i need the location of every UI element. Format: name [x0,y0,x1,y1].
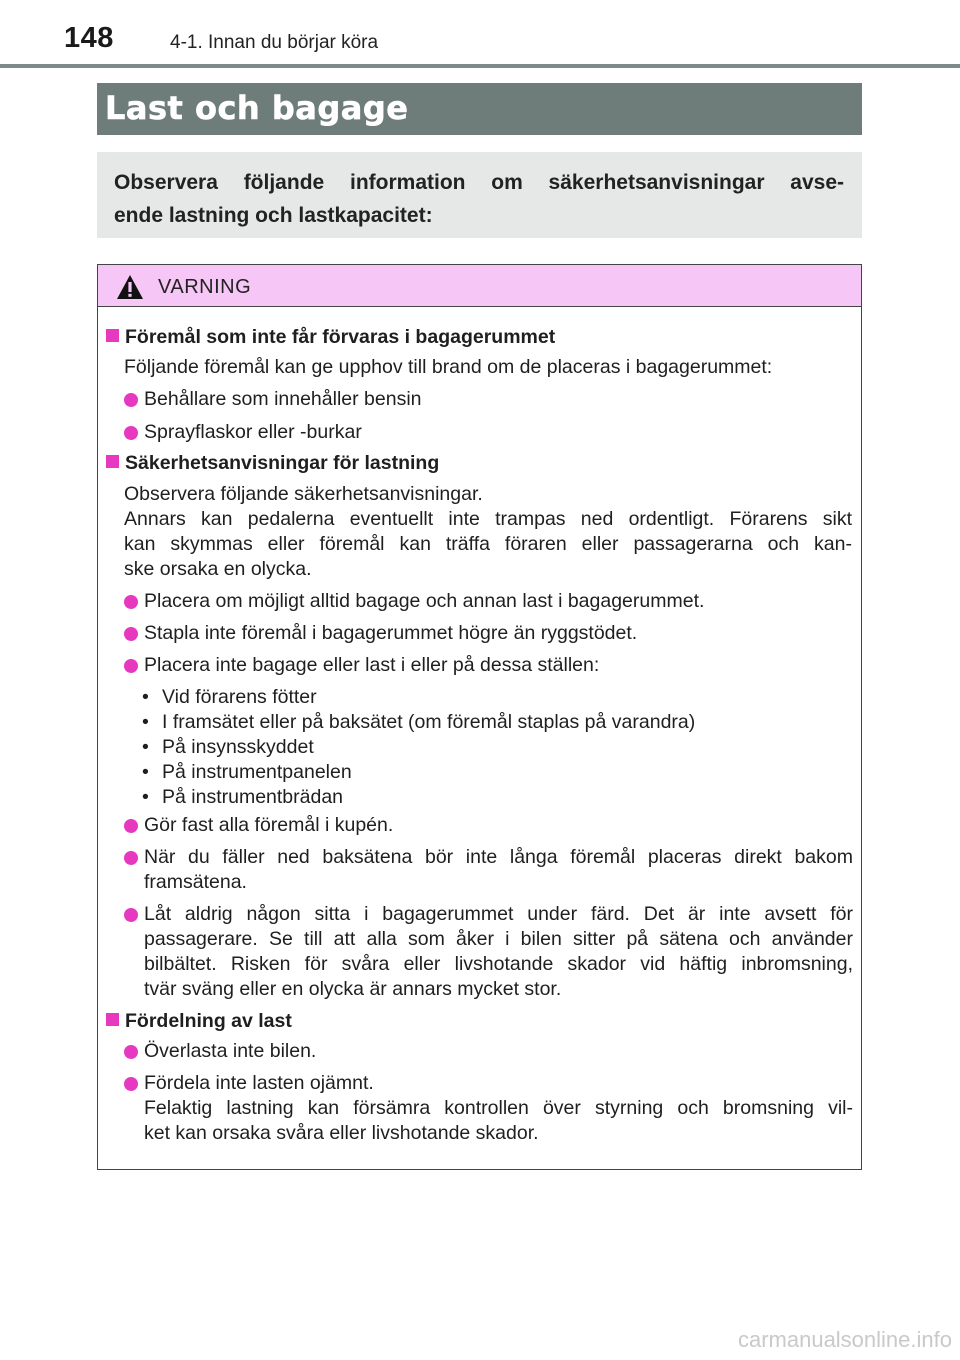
sub-list-item: • På instrumentbrädan [142,786,344,808]
bullet-dot-icon [124,595,138,609]
page-number: 148 [64,22,114,54]
title-bar [97,83,862,135]
bullet-dot-icon [124,908,138,922]
sub-list-item: • Vid förarens fötter [142,686,317,708]
warning-box [97,264,862,1170]
bullet-dot-icon [124,1077,138,1091]
sub-list-item: • På insynsskyddet [142,736,314,758]
section-heading: Säkerhetsanvisningar för lastning [106,452,439,475]
header-rule [0,64,960,68]
square-bullet-icon [106,329,119,342]
section-path: 4-1. Innan du börjar köra [170,32,379,53]
warning-label: VARNING [158,276,252,298]
warning-content: Föremål som inte får förvaras i bagagerummet Följande föremål kan ge upphov till brand om de placeras i bagagerummet: Behållare som innehåller bensin Sprayflaskor eller -burkar Säkerhetsanvisningar för lastning Observera följande säkerhetsanvisningar. Annars kan pedalerna eventuellt inte trampas ned ordentligt. Förarens sikt kan skymmas eller föremål kan träffa föraren eller passagerarna och kan- ske orsaka en olycka. Placera om möjligt alltid bagage och annan last i bagagerummet. Stapla inte föremål i bagagerummet högre än ryggstödet. Placera inte bagage eller last i eller på dessa ställen: • Vid förarens fötter • I framsätet eller på baksätet (om föremål staplas på varandra) • På insynsskyddet • På instrumentpanelen • På instrumentbrädan Gör fast alla föremål i kupén. När du fäller ned baksätena bör inte långa föremål placeras direkt bakom framsätena. Låt aldrig någon sitta i bagagerummet under färd. Det är inte avsett för passagerare. Se till att alla som åker i bilen sitter på sätena och använder bilbältet. Risken för svåra eller livshotande skador vid häftig inbromsning, tvär sväng eller en olycka är annars mycket stor. Fördelning av last Överlasta inte bilen. Fördela inte lasten ojämnt. Felaktig lastning kan försämra kontrollen över styrning och bromsning vil- ket kan orsaka svåra eller livshotande skador. [98,265,861,1169]
bullet-dot-icon [124,426,138,440]
page-title: Last och bagage [105,89,409,127]
paragraph-line: Observera följande säkerhetsanvisningar. [124,483,483,505]
intro-line: ende lastning och lastkapacitet: [114,204,433,227]
bullet-dot-icon [124,851,138,865]
paragraph-line: kan skymmas eller föremål kan träffa föraren eller passagerarna och kan- [124,533,852,555]
section-heading: Fördelning av last [106,1010,292,1033]
square-bullet-icon [106,455,119,468]
bullet-dot-icon [124,627,138,641]
section-heading: Föremål som inte får förvaras i bagagerummet [106,326,555,349]
bullet-dot-icon [124,393,138,407]
paragraph-line: Annars kan pedalerna eventuellt inte trampas ned ordentligt. Förarens sikt [124,508,852,530]
bullet-dot-icon [124,1045,138,1059]
watermark: carmanualsonline.info [737,1327,952,1352]
square-bullet-icon [106,1013,119,1026]
sub-list-item: • I framsätet eller på baksätet (om föremål staplas på varandra) [142,711,696,733]
page-header [0,0,960,68]
bullet-dot-icon [124,819,138,833]
paragraph-line: ske orsaka en olycka. [124,558,312,580]
intro-line: Observera följande information om säkerhetsanvisningar avse- [114,171,844,194]
intro-box [97,152,862,238]
paragraph: Följande föremål kan ge upphov till brand om de placeras i bagagerummet: [124,356,773,378]
bullet-dot-icon [124,659,138,673]
intro-text [114,166,844,232]
sub-list-item: • På instrumentpanelen [142,761,352,783]
